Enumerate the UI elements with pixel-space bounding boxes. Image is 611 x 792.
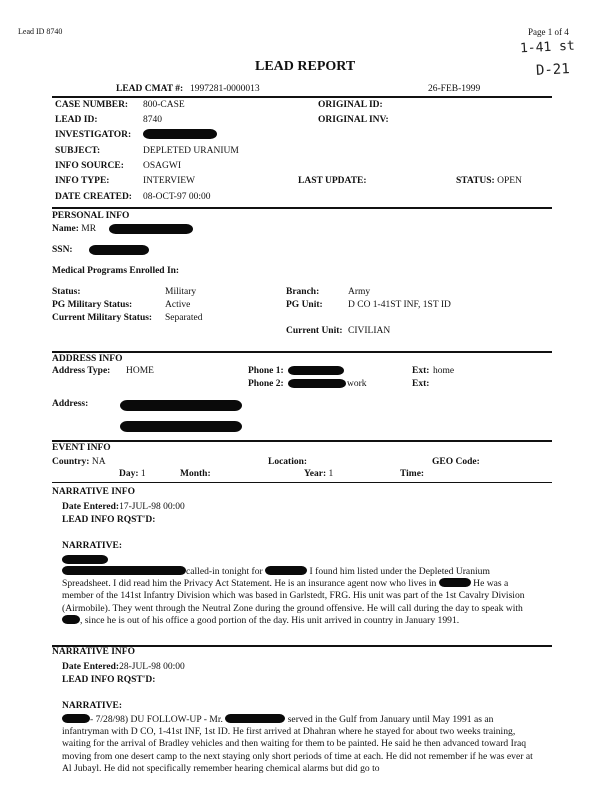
redaction-name-ref [265, 566, 307, 575]
redaction-investigator [143, 129, 217, 139]
lead-info-rqstd-label: LEAD INFO RQST'D: [62, 515, 156, 525]
address-type-label: Address Type: [52, 366, 111, 376]
address-label: Address: [52, 399, 89, 409]
status-value-personal: Military [165, 287, 197, 297]
narrative-text-part: , since he is out of his office a good portion of the day. His unit arrived in country in January 1991. [80, 614, 460, 626]
phone2-label: Phone 2: [248, 379, 284, 389]
redaction-subject [225, 714, 285, 723]
phone1-label: Phone 1: [248, 366, 284, 376]
original-inv-label: ORIGINAL INV: [318, 115, 389, 125]
divider [52, 482, 552, 483]
address-info-heading: ADDRESS INFO [52, 354, 123, 364]
country-field [52, 457, 106, 468]
name-label: Name: [52, 224, 79, 234]
name-prefix: MR [81, 224, 97, 234]
year-label: Year: [304, 469, 327, 479]
branch-label: Branch: [286, 287, 320, 297]
event-info-heading: EVENT INFO [52, 443, 111, 453]
status-label: STATUS: [456, 176, 495, 186]
month-label: Month: [180, 469, 211, 479]
date-entered-label: Date Entered: [62, 662, 120, 672]
lead-id-header: Lead ID 8740 [18, 27, 63, 36]
info-source-value: OSAGWI [143, 161, 181, 171]
case-number-label: CASE NUMBER: [55, 100, 129, 110]
location-label: Location: [268, 457, 308, 467]
narrative-text-part: I found him listed under the Depleted Uranium Spreadsheet. I did read him the Privacy Act Statement. He is an insurance agent now who lives in [62, 566, 490, 590]
narrative-label: NARRATIVE: [62, 541, 122, 551]
handwritten-annotation-code: D-21 [535, 61, 571, 79]
medical-programs-label: Medical Programs Enrolled In: [52, 266, 180, 276]
day-field [119, 469, 146, 480]
lead-info-rqstd-label: LEAD INFO RQST'D: [62, 675, 156, 685]
subject-label: SUBJECT: [55, 146, 101, 156]
pg-unit-label: PG Unit: [286, 300, 323, 310]
date-created-value: 08-OCT-97 00:00 [143, 192, 211, 202]
branch-value: Army [348, 287, 371, 297]
narrative-label: NARRATIVE: [62, 701, 122, 711]
ssn-label: SSN: [52, 245, 73, 255]
date-created-label: DATE CREATED: [55, 192, 132, 202]
divider [52, 440, 552, 442]
original-id-label: ORIGINAL ID: [318, 100, 383, 110]
phone2-suffix: work [347, 379, 367, 389]
country-label: Country: [52, 457, 90, 467]
name-field [52, 224, 96, 235]
lead-id-value: 8740 [143, 115, 162, 125]
redaction-phone1 [288, 366, 344, 375]
narrative-text [62, 714, 540, 775]
pg-unit-value: D CO 1-41ST INF, 1ST ID [348, 300, 451, 310]
divider [52, 96, 552, 98]
handwritten-annotation-unit: 1-41 st [519, 38, 576, 57]
redaction-address-line1 [120, 400, 242, 411]
status-label-personal: Status: [52, 287, 81, 297]
date-entered-field [62, 662, 185, 673]
country-value: NA [91, 457, 106, 467]
lead-cmat-label: LEAD CMAT #: [116, 84, 184, 94]
redaction-phone2 [288, 379, 346, 388]
geo-code-label: GEO Code: [432, 457, 480, 467]
subject-value: DEPLETED URANIUM [143, 146, 239, 156]
info-type-label: INFO TYPE: [55, 176, 110, 186]
date-entered-value: 17-JUL-98 00:00 [119, 502, 185, 512]
current-military-status-label: Current Military Status: [52, 313, 153, 323]
pg-military-status-label: PG Military Status: [52, 300, 133, 310]
date-entered-label: Date Entered: [62, 502, 120, 512]
divider [52, 351, 552, 353]
narrative-text [62, 566, 540, 627]
redaction-address-line2 [120, 421, 242, 432]
redaction-narrative-author [62, 555, 108, 564]
year-value: 1 [328, 469, 334, 479]
redaction-contact [62, 615, 80, 624]
address-type-value: HOME [126, 366, 154, 376]
current-military-status-value: Separated [165, 313, 203, 323]
date-entered-field [62, 502, 185, 513]
report-title: LEAD REPORT [255, 59, 356, 74]
redaction-location [439, 578, 471, 587]
narrative-text-part: He was a member of the 141st Infantry Division which was based in Garlstedt, FRG. His unit was part of the 1st Cavalry Division (Airmobile). They went through the Neutral Zone during the ground offensive. He will call during the day to speak with [62, 578, 525, 614]
info-source-label: INFO SOURCE: [55, 161, 124, 171]
personal-info-heading: PERSONAL INFO [52, 211, 130, 221]
ext1-value: home [433, 366, 455, 376]
redaction-author [62, 714, 90, 723]
narrative-text-part: served in the Gulf from January until May 1991 as an infantryman with D CO, 1-41st INF, 1st ID. He first arrived at Dhahran where he stayed for about two weeks training, waiting for the arrival of Bradley vehicles and then waiting for them to be painted. He said he then advanced toward Iraq moving from one desert camp to the next staying only short periods of time at each. He did not remember if he was ever at Al Jubayl. He did not specifically remember hearing chemical alarms but did go to [62, 714, 533, 774]
year-field [304, 469, 333, 480]
redaction-ssn [89, 245, 149, 255]
case-number-value: 800-CASE [143, 100, 185, 110]
redaction-caller [62, 566, 186, 575]
status-field [456, 176, 522, 187]
current-unit-label: Current Unit: [286, 326, 343, 336]
lead-id-label: LEAD ID: [55, 115, 98, 125]
time-label: Time: [400, 469, 425, 479]
pg-military-status-value: Active [165, 300, 191, 310]
current-unit-value: CIVILIAN [348, 326, 391, 336]
narrative-info-heading: NARRATIVE INFO [52, 487, 135, 497]
day-label: Day: [119, 469, 139, 479]
ext2-label: Ext: [412, 379, 430, 389]
last-update-label: LAST UPDATE: [298, 176, 367, 186]
narrative-info-heading: NARRATIVE INFO [52, 647, 135, 657]
page-number: Page 1 of 4 [528, 27, 569, 37]
status-value: OPEN [497, 176, 522, 186]
report-date: 26-FEB-1999 [428, 84, 481, 94]
redaction-name [109, 224, 193, 234]
info-type-value: INTERVIEW [143, 176, 195, 186]
day-value: 1 [140, 469, 146, 479]
date-entered-value: 28-JUL-98 00:00 [119, 662, 185, 672]
narrative-text-part: called-in tonight for [186, 566, 263, 577]
ext1-label: Ext: [412, 366, 430, 376]
divider [52, 207, 552, 209]
investigator-label: INVESTIGATOR: [55, 130, 132, 140]
narrative-text-part: - 7/28/98) DU FOLLOW-UP - Mr. [90, 714, 223, 725]
lead-cmat-value: 1997281-0000013 [190, 84, 260, 94]
